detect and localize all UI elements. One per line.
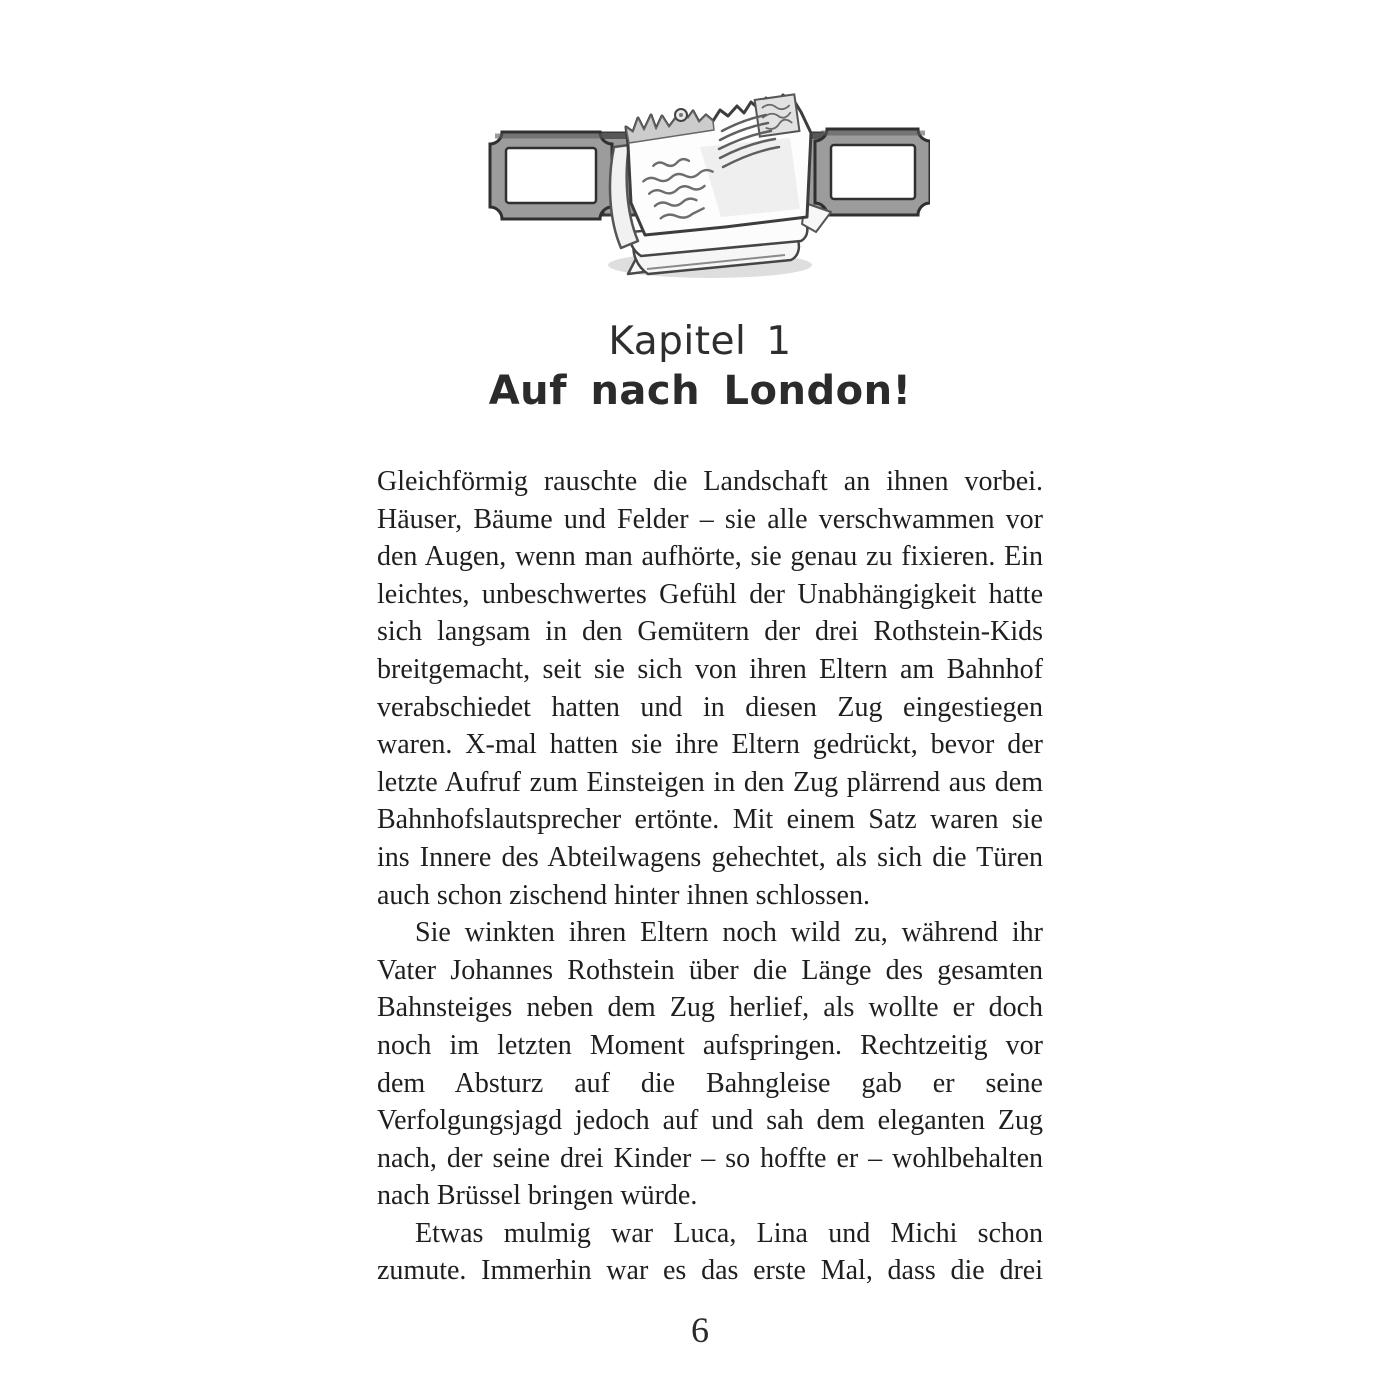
- page-number: 6: [691, 1310, 709, 1350]
- letters-banner-illustration: [485, 85, 930, 285]
- text-line: verabschiedet hatten und in diesen Zug eingestiegen: [377, 691, 1043, 723]
- text-line: sich langsam in den Gemütern der drei Rothstein-Kids: [377, 616, 1043, 648]
- text-line: Bahnhofslautsprecher ertönte. Mit einem Satz waren sie: [377, 804, 1043, 836]
- banner-left-frame: [490, 132, 612, 219]
- text-line: Vater Johannes Rothstein über die Länge des gesamten: [377, 954, 1043, 986]
- text-line: zumute. Immerhin war es das erste Mal, dass die drei: [377, 1255, 1043, 1287]
- chapter-kicker: Kapitel 1: [608, 319, 792, 364]
- text-line: Sie winkten ihren Eltern noch wild zu, während ihr: [415, 917, 1043, 949]
- text-line: nach, der seine drei Kinder – so hoffte er – wohlbehalten: [377, 1142, 1043, 1174]
- text-line: breitgemacht, seit sie sich von ihren Eltern am Bahnhof: [377, 653, 1043, 685]
- text-line: noch im letzten Moment aufspringen. Rechtzeitig vor: [377, 1029, 1043, 1061]
- text-line: auch schon zischend hinter ihnen schlossen.: [377, 879, 870, 911]
- text-line: Bahnsteiges neben dem Zug herlief, als wollte er doch: [377, 992, 1043, 1024]
- chapter-title: Auf nach London!: [488, 368, 912, 414]
- text-line: den Augen, wenn man aufhörte, sie genau zu fixieren. Ein: [377, 541, 1043, 573]
- text-line: waren. X-mal hatten sie ihre Eltern gedrückt, bevor der: [377, 729, 1043, 761]
- banner-right-frame: [815, 129, 930, 215]
- text-line: Verfolgungsjagd jedoch auf und sah dem eleganten Zug: [377, 1105, 1043, 1137]
- text-line: Etwas mulmig war Luca, Lina und Michi schon: [415, 1217, 1043, 1249]
- text-line: Häuser, Bäume und Felder – sie alle verschwammen vor: [377, 503, 1043, 535]
- text-line: Gleichförmig rauschte die Landschaft an ihnen vorbei.: [377, 466, 1043, 497]
- body-text: [377, 463, 1043, 1290]
- text-line: ins Innere des Abteilwagens gehechtet, als sich die Türen: [377, 841, 1043, 873]
- text-line: leichtes, unbeschwertes Gefühl der Unabhängigkeit hatte: [377, 578, 1043, 610]
- text-line: letzte Aufruf zum Einsteigen in den Zug plärrend aus dem: [377, 766, 1043, 798]
- text-line: nach Brüssel bringen würde.: [377, 1180, 698, 1212]
- text-line: dem Absturz auf die Bahngleise gab er seine: [377, 1067, 1043, 1099]
